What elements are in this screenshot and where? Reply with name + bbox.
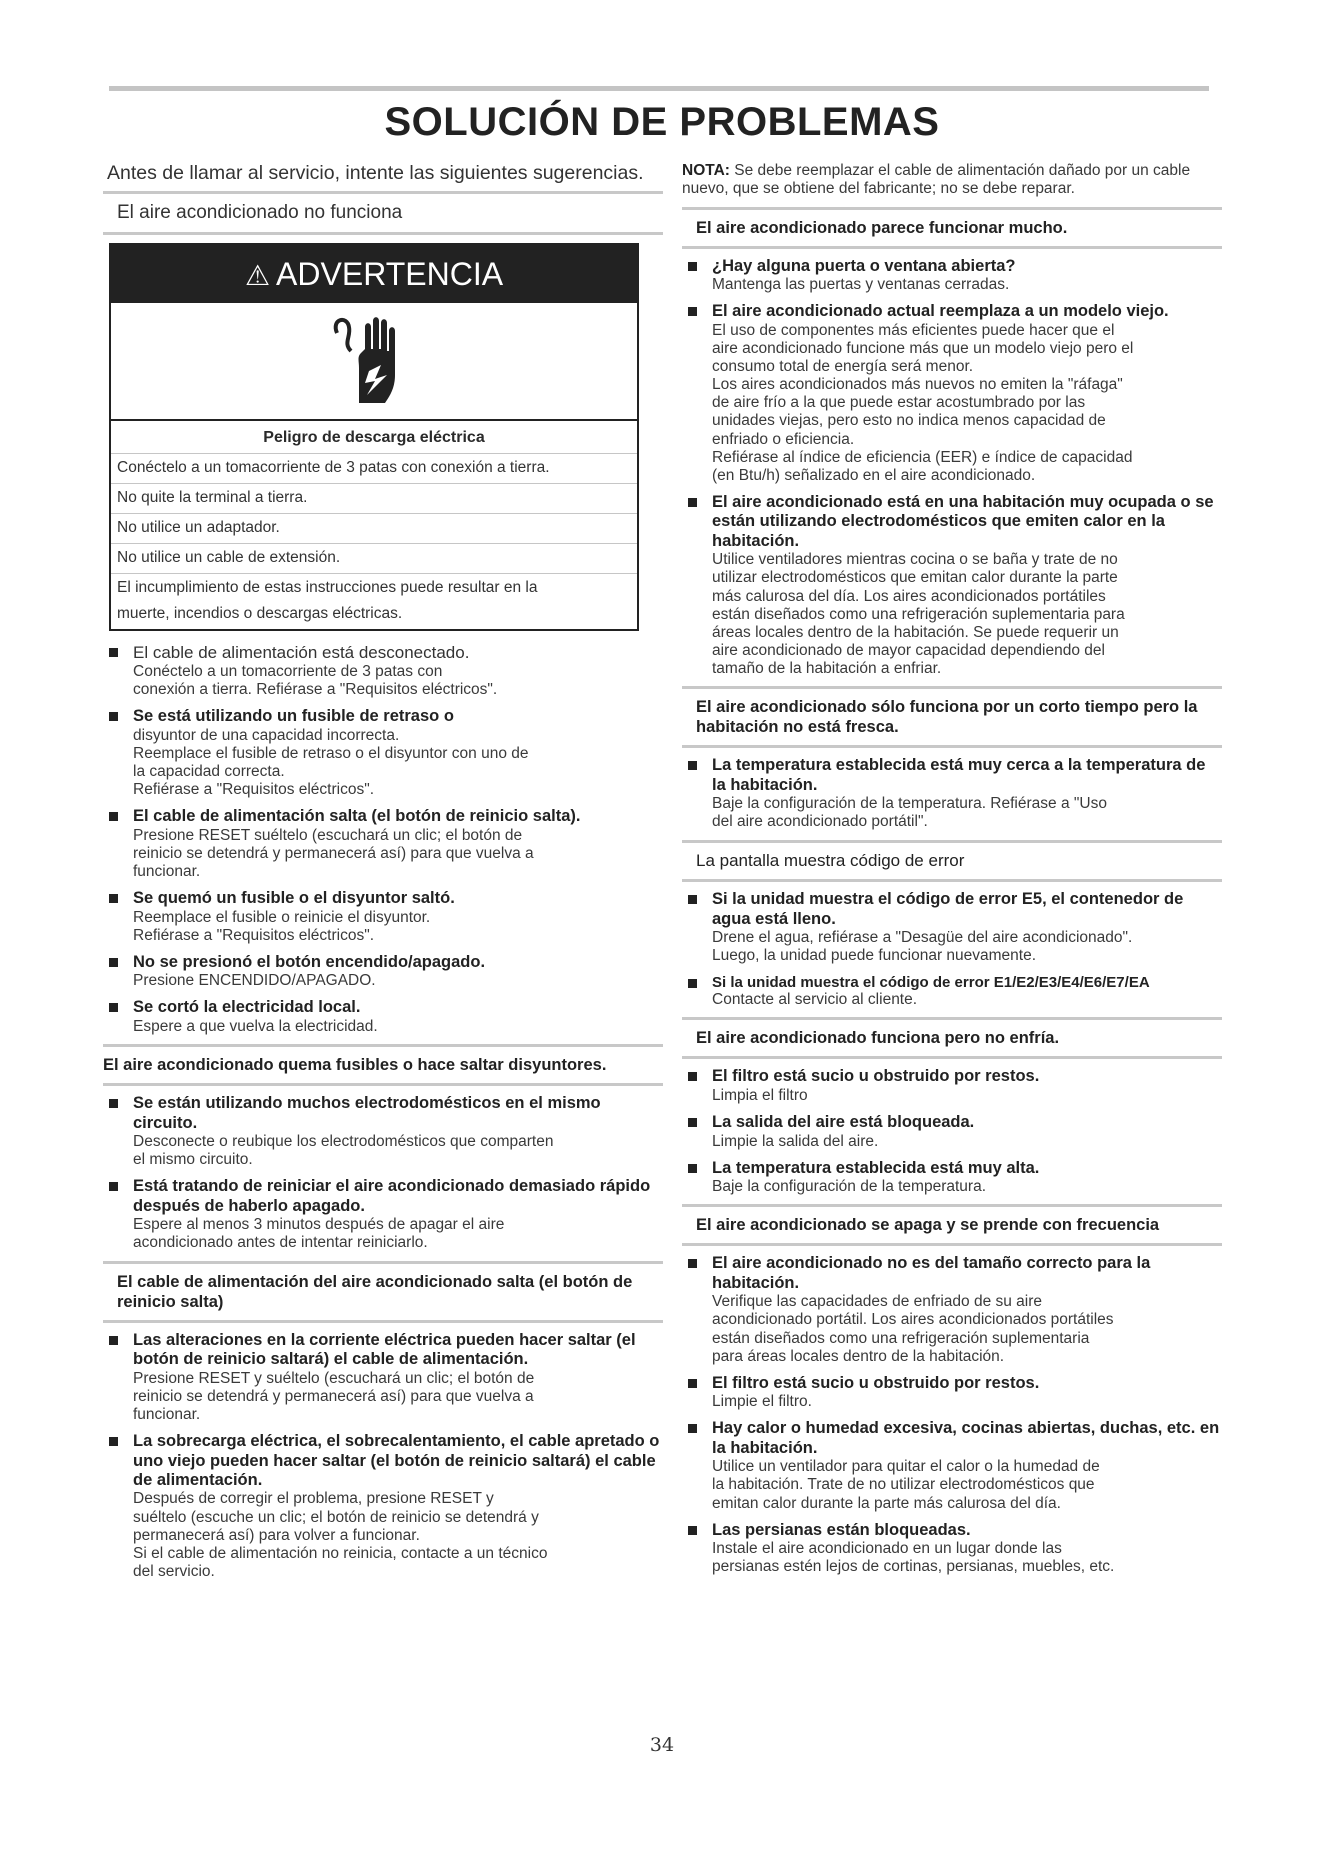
item-heading: Está tratando de reiniciar el aire acondicionado demasiado rápido después de haberlo apagado. bbox=[133, 1177, 651, 1215]
bullet-icon bbox=[688, 895, 697, 904]
bullet-icon bbox=[688, 1072, 697, 1081]
item-body: Mantenga las puertas y ventanas cerradas. bbox=[712, 276, 1010, 294]
item-heading: Se están utilizando muchos electrodomésticos en el mismo circuito. bbox=[133, 1094, 601, 1132]
item-body: Conéctelo a un tomacorriente de 3 patas con conexión a tierra. Refiérase a "Requisitos eléctricos". bbox=[133, 663, 498, 699]
warning-triangle-icon: ⚠ bbox=[244, 260, 271, 291]
item-heading: ¿Hay alguna puerta o ventana abierta? bbox=[712, 256, 1016, 275]
bullet-icon bbox=[688, 262, 697, 271]
list-item bbox=[103, 953, 663, 991]
item-heading: Si la unidad muestra el código de error E1/E2/E3/E4/E6/E7/EA bbox=[712, 973, 1150, 991]
item-body: El uso de componentes más eficientes puede hacer que el aire acondicionado funcione más que un modelo viejo pero el consumo total de energía será menor. Los aires acondicionados más nuevos no emiten la "ráfaga" de aire frío a la que puede estar acostumbrado por las unidades viejas, pero esto no indica menos capacidad de enfriado o eficiencia. Refiérase al índice de eficiencia (EER) e índice de capacidad (en Btu/h) señalizado en el aire acondicionado. bbox=[712, 321, 1134, 484]
item-body: Limpie la salida del aire. bbox=[712, 1132, 879, 1150]
item-heading: El filtro está sucio u obstruido por restos. bbox=[712, 1373, 1040, 1392]
item-heading: El aire acondicionado actual reemplaza a un modelo viejo. bbox=[712, 302, 1169, 321]
top-rule bbox=[109, 86, 1209, 91]
section-title: La pantalla muestra código de error bbox=[682, 840, 1222, 883]
section-title: El aire acondicionado parece funcionar mucho. bbox=[682, 207, 1222, 249]
item-body: Desconecte o reubique los electrodomésticos que comparten el mismo circuito. bbox=[133, 1133, 554, 1169]
bullet-icon bbox=[109, 712, 118, 721]
bullet-icon bbox=[109, 1182, 118, 1191]
bullet-icon bbox=[109, 894, 118, 903]
item-heading: Si la unidad muestra el código de error E5, el contenedor de agua está lleno. bbox=[712, 890, 1184, 928]
item-heading: La temperatura establecida está muy cerca a la temperatura de la habitación. bbox=[712, 756, 1206, 794]
list-item bbox=[682, 1159, 1222, 1197]
item-heading: Se está utilizando un fusible de retraso o bbox=[133, 707, 454, 726]
bullet-icon bbox=[688, 1118, 697, 1127]
item-body: Presione RESET y suéltelo (escuchará un clic; el botón de reinicio se detendrá y permanecerá así) para que vuelva a funcionar. bbox=[133, 1369, 535, 1423]
list-item bbox=[103, 889, 663, 945]
item-body: Después de corregir el problema, presione RESET y suéltelo (escuche un clic; el botón de reinicio se detendrá y permanecerá así) para volver a funcionar. Si el cable de alimentación no reinicia, contacte a un técnico del servicio. bbox=[133, 1490, 548, 1580]
list-item bbox=[103, 1432, 663, 1581]
warning-header bbox=[111, 245, 637, 303]
list-item bbox=[682, 1113, 1222, 1151]
warning-line: No utilice un cable de extensión. bbox=[111, 543, 637, 573]
item-heading: El aire acondicionado no es del tamaño correcto para la habitación. bbox=[712, 1254, 1151, 1292]
list-item bbox=[682, 1067, 1222, 1105]
item-body: Limpie el filtro. bbox=[712, 1393, 812, 1411]
item-body: Limpia el filtro bbox=[712, 1086, 808, 1104]
right-column bbox=[682, 162, 1222, 1584]
list-item bbox=[682, 1419, 1222, 1512]
intro-text: Antes de llamar al servicio, intente las siguientes sugerencias. bbox=[107, 162, 644, 184]
item-heading: Las alteraciones en la corriente eléctrica pueden hacer saltar (el botón de reinicio saltará) el cable de alimentación. bbox=[133, 1330, 636, 1369]
warning-title: ADVERTENCIA bbox=[276, 256, 504, 292]
section-title: El aire acondicionado se apaga y se prende con frecuencia bbox=[682, 1204, 1222, 1246]
item-body: Instale el aire acondicionado en un lugar donde las persianas estén lejos de cortinas, persianas, muebles, etc. bbox=[712, 1540, 1115, 1576]
item-heading: El cable de alimentación está desconectado. bbox=[133, 643, 470, 662]
bullet-icon bbox=[109, 1099, 118, 1108]
item-heading: Hay calor o humedad excesiva, cocinas abiertas, duchas, etc. en la habitación. bbox=[712, 1419, 1220, 1457]
note-label: NOTA: bbox=[682, 162, 730, 179]
item-body: Presione ENCENDIDO/APAGADO. bbox=[133, 972, 376, 990]
note-paragraph bbox=[682, 162, 1222, 199]
bullet-icon bbox=[688, 307, 697, 316]
bullet-icon bbox=[688, 1164, 697, 1173]
warning-box bbox=[109, 243, 639, 631]
warning-line: El incumplimiento de estas instrucciones puede resultar en la bbox=[111, 573, 637, 603]
item-body: Baje la configuración de la temperatura. Refiérase a "Uso del aire acondicionado portátil". bbox=[712, 795, 1107, 831]
bullet-icon bbox=[688, 498, 697, 507]
warning-line: Conéctelo a un tomacorriente de 3 patas con conexión a tierra. bbox=[111, 453, 637, 483]
list-item bbox=[682, 756, 1222, 831]
bullet-icon bbox=[688, 1379, 697, 1388]
list-item bbox=[103, 1331, 663, 1424]
item-heading: Las persianas están bloqueadas. bbox=[712, 1520, 971, 1539]
warning-line: No quite la terminal a tierra. bbox=[111, 483, 637, 513]
item-body: Drene el agua, refiérase a "Desagüe del aire acondicionado". Luego, la unidad puede funcionar nuevamente. bbox=[712, 929, 1133, 965]
bullet-icon bbox=[109, 648, 118, 657]
bullet-icon bbox=[688, 1424, 697, 1433]
warning-line: No utilice un adaptador. bbox=[111, 513, 637, 543]
item-body: Reemplace el fusible o reinicie el disyuntor. Refiérase a "Requisitos eléctricos". bbox=[133, 908, 431, 944]
list-item bbox=[103, 807, 663, 881]
item-body: Presione RESET suéltelo (escuchará un clic; el botón de reinicio se detendrá y permanecerá así) para que vuelva a funcionar. bbox=[133, 826, 534, 880]
list-item bbox=[682, 257, 1222, 295]
item-heading: El filtro está sucio u obstruido por restos. bbox=[712, 1067, 1040, 1086]
item-body: Utilice ventiladores mientras cocina o se baña y trate de no utilizar electrodomésticos que emitan calor durante la parte más calurosa del día. Los aires acondicionados portátiles están diseñados como una refrigeración suplementaria para áreas locales dentro de la habitación. Se puede requerir un aire acondicionado de mayor capacidad dependiendo del tamaño de la habitación a enfriar. bbox=[712, 551, 1125, 678]
item-heading: Se cortó la electricidad local. bbox=[133, 998, 361, 1017]
section-title: El aire acondicionado quema fusibles o hace saltar disyuntores. bbox=[103, 1044, 663, 1086]
list-item bbox=[103, 1094, 663, 1169]
warning-line: muerte, incendios o descargas eléctricas. bbox=[117, 605, 403, 622]
item-body: Verifique las capacidades de enfriado de su aire acondicionado portátil. Los aires acondicionados portátiles están diseñados como una refrigeración suplementaria para áreas locales dentro de la habitación. bbox=[712, 1293, 1114, 1365]
list-item bbox=[682, 493, 1222, 678]
item-heading: La sobrecarga eléctrica, el sobrecalentamiento, el cable apretado o uno viejo pueden hacer saltar (el botón de reinicio saltará) el cable de alimentación. bbox=[133, 1432, 660, 1490]
list-item bbox=[682, 974, 1222, 1010]
left-column bbox=[103, 162, 663, 1589]
bullet-icon bbox=[109, 958, 118, 967]
list-item bbox=[103, 643, 663, 699]
item-heading: El aire acondicionado está en una habitación muy ocupada o se están utilizando electrodomésticos que emiten calor en la habitación. bbox=[712, 492, 1214, 550]
item-body: Baje la configuración de la temperatura. bbox=[712, 1178, 986, 1196]
electric-shock-hand-icon bbox=[111, 303, 637, 421]
bullet-icon bbox=[109, 1437, 118, 1446]
page-title: SOLUCIÓN DE PROBLEMAS bbox=[384, 100, 940, 144]
item-body: Contacte al servicio al cliente. bbox=[712, 991, 918, 1009]
page-number: 34 bbox=[649, 1734, 675, 1756]
section-title: El aire acondicionado no funciona bbox=[103, 191, 663, 235]
list-item bbox=[103, 707, 663, 799]
warning-subtitle: Peligro de descarga eléctrica bbox=[263, 429, 485, 446]
list-item bbox=[682, 890, 1222, 965]
section-title: El aire acondicionado sólo funciona por un corto tiempo pero la habitación no está fresca. bbox=[682, 686, 1222, 748]
bullet-icon bbox=[109, 1003, 118, 1012]
bullet-icon bbox=[688, 1259, 697, 1268]
bullet-icon bbox=[688, 1526, 697, 1535]
bullet-icon bbox=[688, 761, 697, 770]
item-body: Espere al menos 3 minutos después de apagar el aire acondicionado antes de intentar reiniciarlo. bbox=[133, 1216, 505, 1252]
bullet-icon bbox=[688, 979, 697, 988]
list-item bbox=[682, 1254, 1222, 1365]
item-heading: Se quemó un fusible o el disyuntor saltó. bbox=[133, 889, 455, 908]
note-text: Se debe reemplazar el cable de alimentación dañado por un cable nuevo, que se obtiene del fabricante; no se debe reparar. bbox=[682, 162, 1191, 198]
item-body: disyuntor de una capacidad incorrecta. Reemplace el fusible de retraso o el disyuntor con uno de la capacidad correcta. Refiérase a "Requisitos eléctricos". bbox=[133, 726, 529, 799]
item-heading: No se presionó el botón encendido/apagado. bbox=[133, 952, 486, 971]
item-heading: La salida del aire está bloqueada. bbox=[712, 1113, 975, 1132]
bullet-icon bbox=[109, 1336, 118, 1345]
list-item bbox=[682, 1521, 1222, 1577]
list-item bbox=[103, 998, 663, 1036]
item-heading: La temperatura establecida está muy alta. bbox=[712, 1158, 1040, 1177]
bullet-icon bbox=[109, 812, 118, 821]
list-item bbox=[682, 1374, 1222, 1412]
section-title: El cable de alimentación del aire acondicionado salta (el botón de reinicio salta) bbox=[103, 1261, 663, 1323]
item-heading: El cable de alimentación salta (el botón de reinicio salta). bbox=[133, 807, 581, 826]
item-body: Espere a que vuelva la electricidad. bbox=[133, 1017, 378, 1035]
list-item bbox=[682, 302, 1222, 485]
section-title: El aire acondicionado funciona pero no enfría. bbox=[682, 1017, 1222, 1059]
list-item bbox=[103, 1177, 663, 1252]
item-body: Utilice un ventilador para quitar el calor o la humedad de la habitación. Trate de no utilizar electrodomésticos que emitan calor durante la parte más calurosa del día. bbox=[712, 1458, 1100, 1512]
